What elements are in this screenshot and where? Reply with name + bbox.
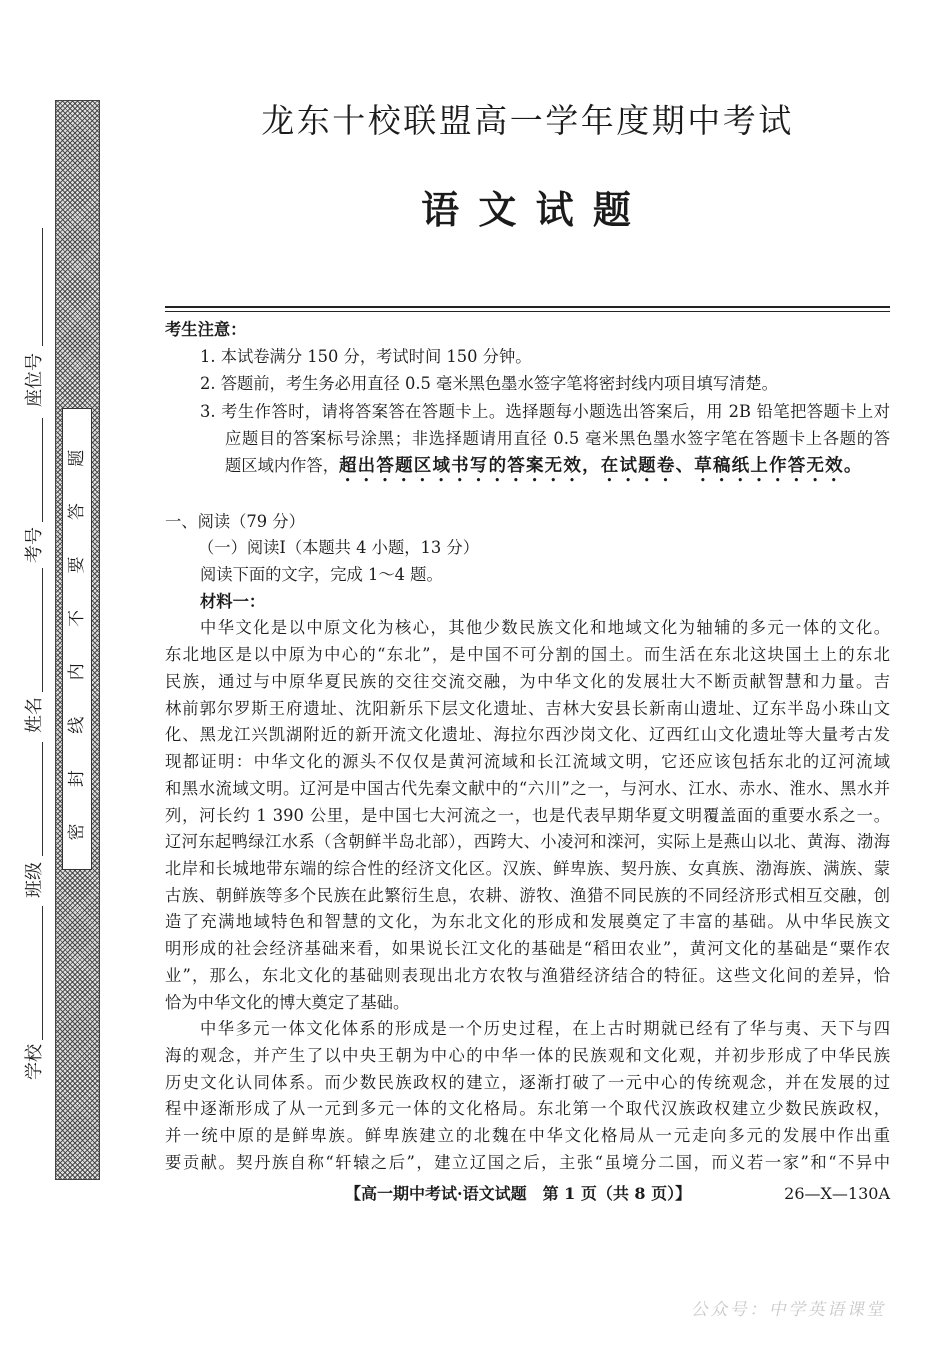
passage-line: 辽河东起鸭绿江水系（含朝鲜半岛北部），西跨大、小凌河和滦河，实际上是燕山以北、黄海、渤海 — [165, 832, 890, 852]
passage-line: 林前郭尔罗斯王府遗址、沈阳新乐下层文化遗址、吉林大安县长新南山遗址、辽东半岛小珠山文 — [165, 698, 890, 718]
passage-line: 东北地区是以中原为中心的“东北”，是中国不可分割的国土。而生活在东北这块国土上的东北 — [165, 645, 890, 665]
name-blank-line — [42, 568, 43, 692]
subject-title: 语 文 试 题 — [421, 187, 634, 232]
header-rule-thin — [165, 311, 890, 312]
notice-item-3-line-3-text: 题区域内作答， — [225, 455, 339, 475]
class-label: 班级 — [24, 862, 45, 898]
passage-paragraph-1 — [165, 615, 890, 1016]
passage-line: 造了充满地域特色和智慧的文化，为东北文化的形成和发展奠定了丰富的基础。从中华民族文 — [165, 912, 890, 932]
passage-line: 中华文化是以中原文化为核心，其他少数民族文化和地域文化为轴辅的多元一体的文化。 — [200, 618, 890, 638]
notice-item-2: 2. 答题前，考生务必用直径 0.5 毫米黑色墨水签字笔将密封线内项目填写清楚。 — [200, 374, 778, 394]
passage-line: 恰为中华文化的博大奠定了基础。 — [165, 992, 410, 1012]
passage-line: 北岸和长城地带东端的综合性的经济文化区。汉族、鲜卑族、契丹族、女真族、渤海族、满族、蒙 — [165, 858, 890, 878]
school-label: 学校 — [24, 1044, 45, 1080]
class-blank-line — [42, 742, 43, 856]
notice-item-3-line-2: 应题目的答案标号涂黑；非选择题请用直径 0.5 毫米黑色墨水签字笔在答题卡上各题的答 — [225, 428, 890, 448]
watermark: 公众号：中学英语课堂 — [689, 1300, 890, 1320]
section-heading: 一、阅读（79 分） — [165, 511, 305, 531]
seat-number-blank-line — [42, 228, 43, 346]
name-label: 姓名 — [24, 697, 45, 733]
notice-item-3-line-3 — [165, 452, 890, 479]
passage-line: 历史文化认同体系。而少数民族政权的建立，逐渐打破了一元中心的传统观念，并在发展的过 — [165, 1072, 890, 1092]
passage-line: 现都证明：中华文化的源头不仅仅是黄河流域和长江流域文明，它还应该包括东北的辽河流域 — [165, 752, 890, 772]
passage-line: 和黑水流域文明。辽河是中国古代先秦文献中的“六川”之一，与河水、江水、赤水、淮水、黑水并 — [165, 778, 890, 798]
notice-item-1: 1. 本试卷满分 150 分，考试时间 150 分钟。 — [200, 347, 532, 367]
passage-line: 化、黑龙江兴凯湖附近的新开流文化遗址、海拉尔西沙岗文化、辽西红山文化遗址等大量考古发 — [165, 725, 890, 745]
notice-emphasis-text: 超出答题区域书写的答案无效，在试题卷、草稿纸上作答无效。 — [338, 455, 863, 476]
notice-item-3-line-1: 3. 考生作答时，请将答案答在答题卡上。选择题每小题选出答案后，用 2B 铅笔把答题卡上对 — [200, 401, 890, 421]
exam-number-blank-line — [42, 418, 43, 522]
exam-title: 龙东十校联盟高一学年度期中考试 — [261, 101, 794, 140]
page-footer: 【高一期中考试·语文试题 第 1 页（共 8 页）】 — [345, 1184, 692, 1203]
section-subheading: （一）阅读Ⅰ（本题共 4 小题，13 分） — [198, 538, 479, 558]
seal-line-text: 密封线内不要答题 — [67, 413, 87, 841]
notice-heading: 考生注意： — [165, 320, 247, 339]
passage-line: 列，河长约 1 390 公里，是中国七大河流之一，也是代表早期华夏文明覆盖面的重要水系之一。 — [165, 805, 890, 825]
passage-line: 古族、朝鲜族等多个民族在此繁衍生息，农耕、游牧、渔猎不同民族的不同经济形式相互交融，创 — [165, 885, 890, 905]
passage-line: 民族，通过与中原华夏民族的交往交流交融，为中华文化的发展壮大不断贡献智慧和力量。吉 — [165, 671, 890, 691]
reading-section — [165, 509, 890, 1177]
candidate-notice — [165, 316, 890, 479]
passage-line: 中华多元一体文化体系的形成是一个历史过程，在上古时期就已经有了华与夷、天下与四 — [200, 1019, 890, 1039]
paper-code: 26—X—130A — [784, 1184, 890, 1203]
material-label: 材料一： — [200, 591, 266, 611]
passage-line: 要贡献。契丹族自称“轩辕之后”，建立辽国之后，主张“虽境分二国，而义若一家”和“不异中 — [165, 1152, 890, 1172]
section-instruction: 阅读下面的文字，完成 1～4 题。 — [200, 565, 443, 585]
passage-line: 业”，那么，东北文化的基础则表现出北方农牧与渔猎经济结合的特征。这些文化间的差异，恰 — [165, 965, 890, 985]
passage-paragraph-2 — [165, 1016, 890, 1176]
school-blank-line — [42, 906, 43, 1040]
header-rule-thick — [165, 306, 890, 308]
passage-line: 明形成的社会经济基础来看，如果说长江文化的基础是“稻田农业”，黄河文化的基础是“粟作农 — [165, 939, 890, 959]
passage-line: 程中逐渐形成了从一元到多元一体的文化格局。东北第一个取代汉族政权建立少数民族政权， — [165, 1099, 890, 1119]
passage-line: 并一统中原的是鲜卑族。鲜卑族建立的北魏在中华文化格局从一元走向多元的发展中作出重 — [165, 1126, 890, 1146]
exam-number-label: 考号 — [24, 527, 45, 563]
seat-number-label: 座位号 — [24, 353, 45, 407]
passage-line: 海的观念，并产生了以中央王朝为中心的中华一体的民族观和文化观，并初步形成了中华民族 — [165, 1045, 890, 1065]
